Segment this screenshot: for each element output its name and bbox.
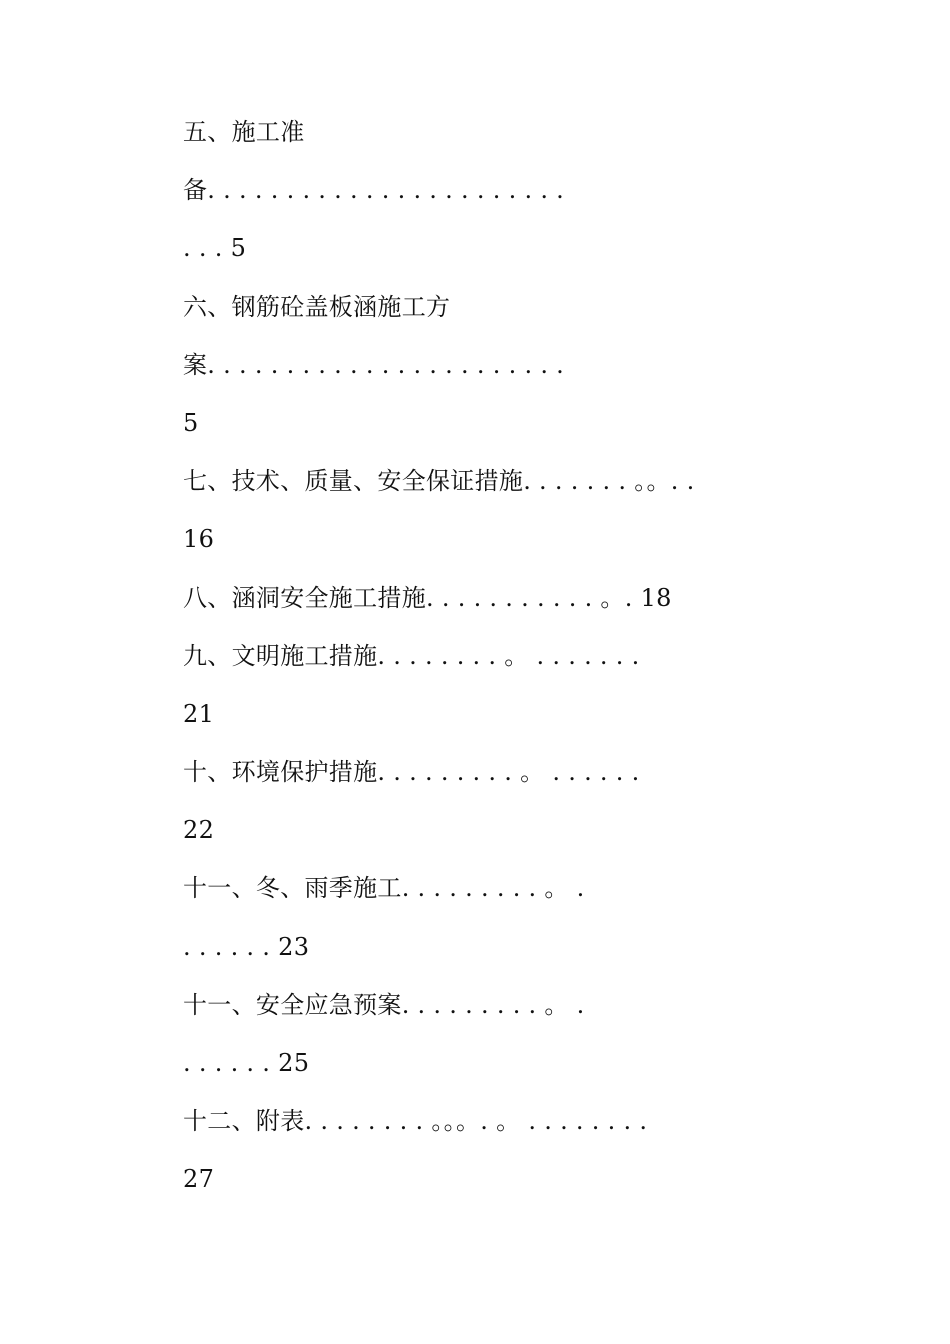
toc-line-19: 27: [183, 1165, 215, 1194]
toc-line-2: 备. . . . . . . . . . . . . . . . . . . . . . .: [183, 176, 565, 205]
toc-line-10: 九、文明施工措施. . . . . . . . 。 . . . . . . .: [183, 641, 640, 670]
toc-line-13: 22: [183, 816, 215, 845]
toc-line-18: 十二、附表. . . . . . . . 。。。. 。 . . . . . . . .: [183, 1107, 648, 1136]
toc-line-7: 七、技术、质量、安全保证措施. . . . . . . 。。. .: [183, 467, 695, 496]
toc-line-8: 16: [183, 525, 215, 554]
toc-line-16: 十一、安全应急预案. . . . . . . . . 。 .: [183, 990, 585, 1019]
toc-line-11: 21: [183, 699, 215, 728]
toc-line-6: 5: [183, 408, 199, 437]
toc-line-12: 十、环境保护措施. . . . . . . . . 。 . . . . . .: [183, 758, 640, 787]
toc-line-4: 六、钢筋砼盖板涵施工方: [183, 292, 451, 321]
toc-line-9: 八、涵洞安全施工措施. . . . . . . . . . . 。. 18: [183, 583, 672, 612]
toc-line-3: . . . 5: [183, 234, 247, 263]
toc-line-15: . . . . . . 23: [183, 932, 310, 961]
toc-line-1: 五、施工准: [183, 118, 305, 146]
table-of-contents: [183, 103, 823, 1209]
toc-line-5: 案. . . . . . . . . . . . . . . . . . . . . . .: [183, 350, 565, 379]
toc-line-17: . . . . . . 25: [183, 1049, 310, 1077]
toc-line-14: 十一、冬、雨季施工. . . . . . . . . 。 .: [183, 874, 585, 903]
